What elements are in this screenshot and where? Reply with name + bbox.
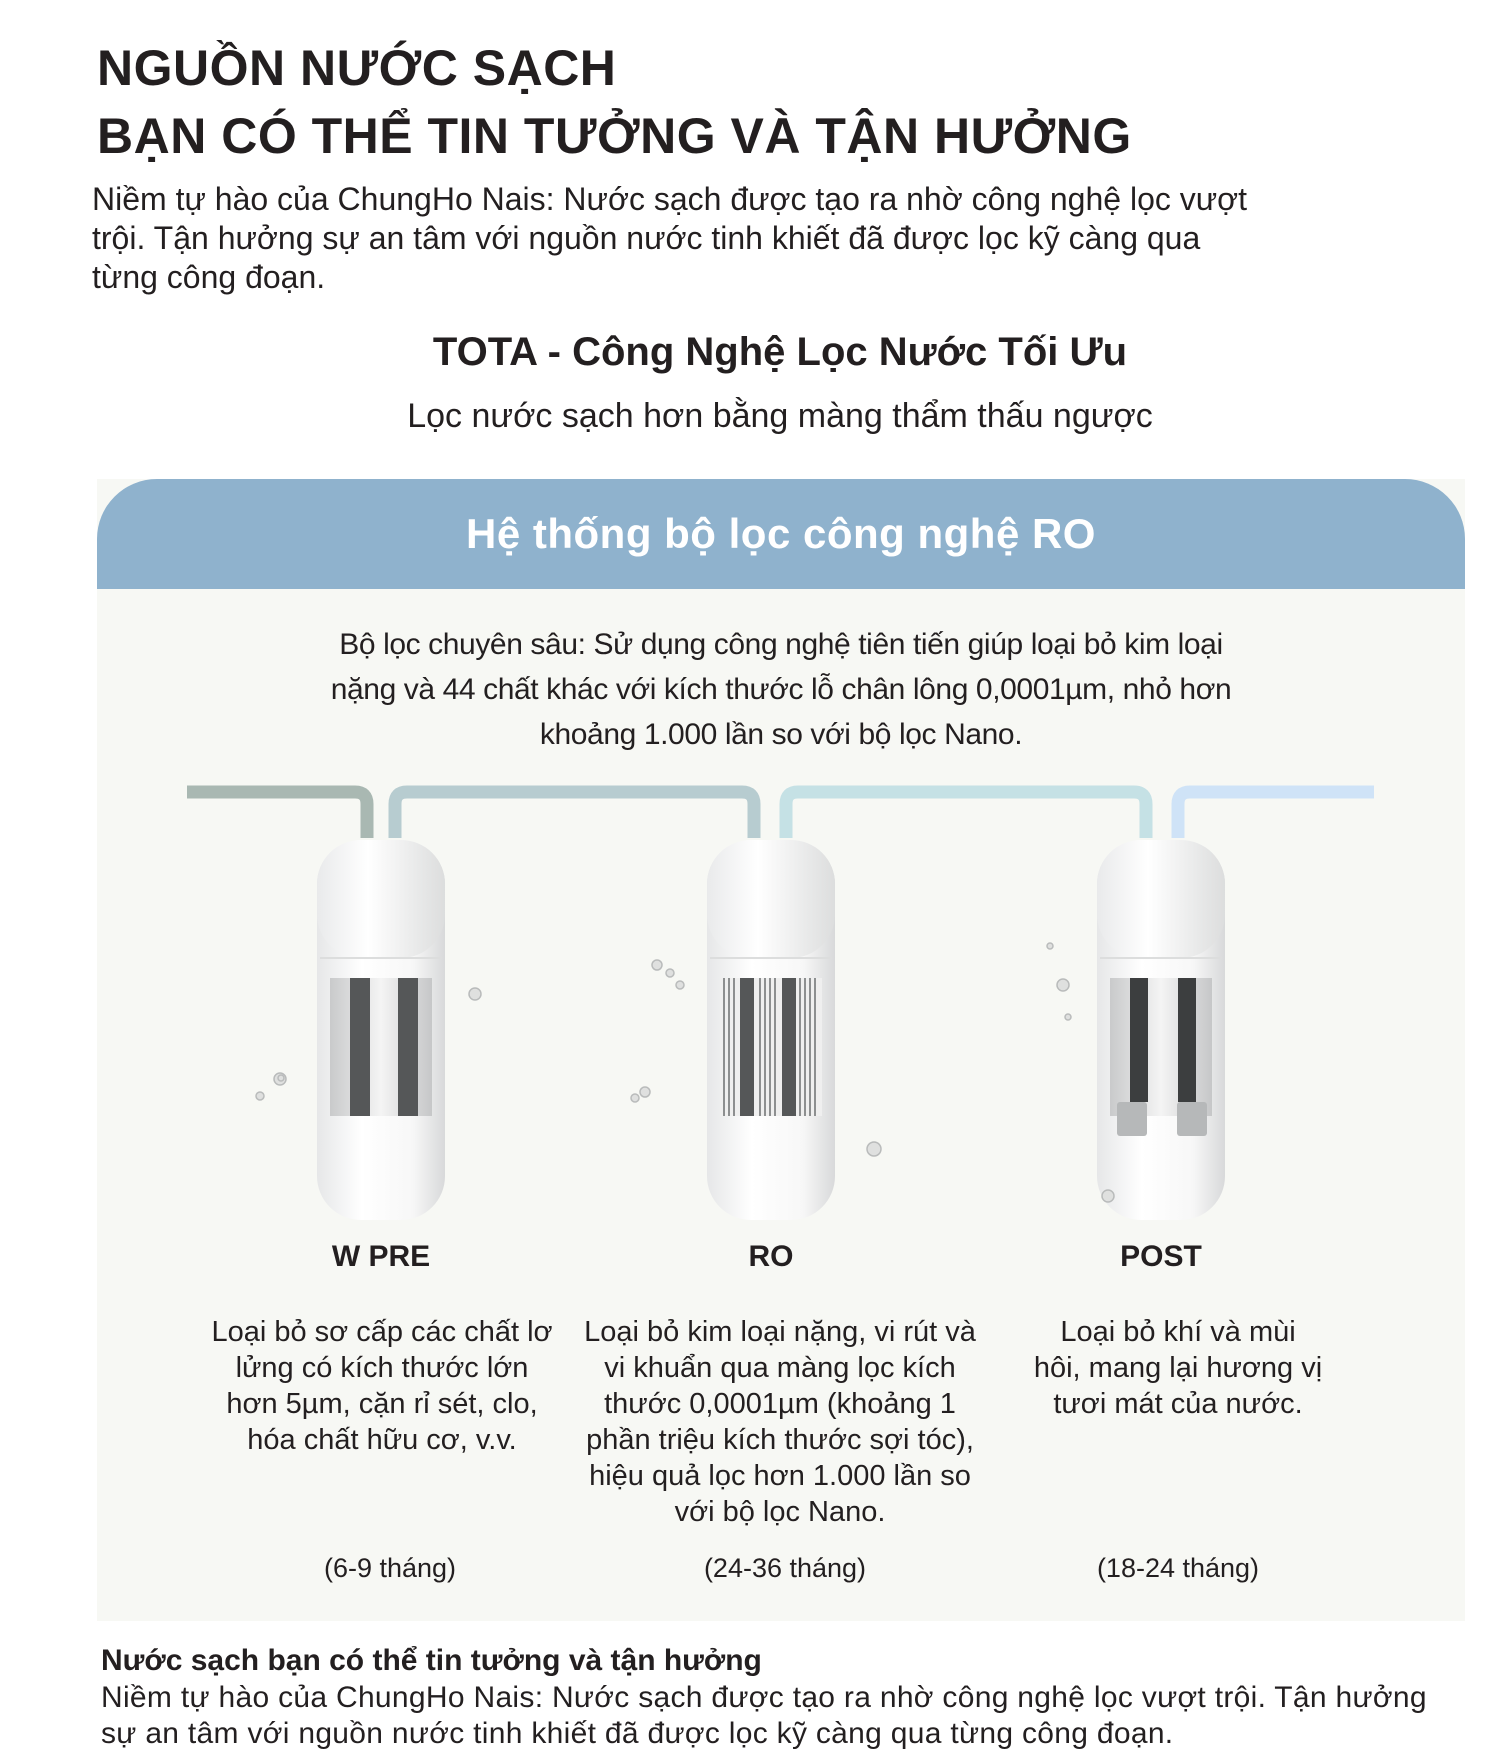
wpre-element-left [350, 978, 370, 1116]
outlet-pipe [1178, 792, 1374, 838]
ro-element-left [740, 978, 754, 1116]
pipe-wpre-to-ro [395, 792, 754, 838]
post-window [1110, 978, 1212, 1116]
wpre-cap [317, 840, 445, 958]
pipe-ro-to-post [786, 792, 1146, 838]
footer-title: Nước sạch bạn có thể tin tưởng và tận hưởng [101, 1644, 762, 1677]
wpre-cartridge [317, 840, 445, 1220]
filter-lifespan-ro: (24-36 tháng) [703, 1553, 867, 1583]
panel-title: Hệ thống bộ lọc công nghệ RO [466, 510, 1096, 557]
post-cap [1097, 840, 1225, 958]
post-cartridge [1097, 840, 1225, 1220]
filter-desc-post: Loại bỏ khí và mùi hôi, mang lại hương vị tươi mát của nước. [1033, 1316, 1323, 1420]
filter-lifespan-wpre: (6-9 tháng) [323, 1553, 457, 1583]
filter-name-wpre: W PRE [331, 1240, 431, 1273]
filter-name-ro: RO [748, 1240, 794, 1273]
filter-lifespan-post: (18-24 tháng) [1096, 1553, 1260, 1583]
footer-text: Niềm tự hào của ChungHo Nais: Nước sạch được tạo ra nhờ công nghệ lọc vượt trội. Tận hưởng sự an tâm với nguồn nước tinh khiết đã được lọc kỹ càng qua từng công đoạn. [101, 1681, 1427, 1750]
post-cap-block-right [1177, 1102, 1207, 1136]
ro-element-right [782, 978, 796, 1116]
technology-subtitle: Lọc nước sạch hơn bằng màng thẩm thấu ngược [407, 397, 1153, 435]
headline-line-2: BẠN CÓ THỂ TIN TƯỞNG VÀ TẬN HƯỞNG [97, 108, 1132, 164]
filter-desc-ro: Loại bỏ kim loại nặng, vi rút và vi khuẩn qua màng lọc kích thước 0,0001µm (khoảng 1 phần triệu kích thước sợi tóc), hiệu quả lọc hơn 1.000 lần so với bộ lọc Nano. [584, 1316, 976, 1528]
filter-desc-wpre: Loại bỏ sơ cấp các chất lơ lửng có kích thước lớn hơn 5µm, cặn rỉ sét, clo, hóa chất hữu cơ, v.v. [211, 1316, 553, 1456]
wpre-element-right [398, 978, 418, 1116]
post-element-right [1178, 978, 1196, 1102]
intro-paragraph: Niềm tự hào của ChungHo Nais: Nước sạch được tạo ra nhờ công nghệ lọc vượt trội. Tận hưởng sự an tâm với nguồn nước tinh khiết đã được lọc kỹ càng qua từng công đoạn. [92, 181, 1248, 295]
post-cap-block-left [1117, 1102, 1147, 1136]
inlet-pipe [187, 792, 367, 838]
filter-name-post: POST [1120, 1240, 1202, 1273]
panel-description: Bộ lọc chuyên sâu: Sử dụng công nghệ tiên tiến giúp loại bỏ kim loại nặng và 44 chất khác với kích thước lỗ chân lông 0,0001µm, nhỏ hơn khoảng 1.000 lần so với bộ lọc Nano. [330, 628, 1232, 751]
ro-cartridge [707, 840, 835, 1220]
technology-title: TOTA - Công Nghệ Lọc Nước Tối Ưu [432, 330, 1128, 374]
post-element-left [1130, 978, 1148, 1102]
headline-line-1: NGUỒN NƯỚC SẠCH [97, 40, 617, 96]
ro-cap [707, 840, 835, 958]
